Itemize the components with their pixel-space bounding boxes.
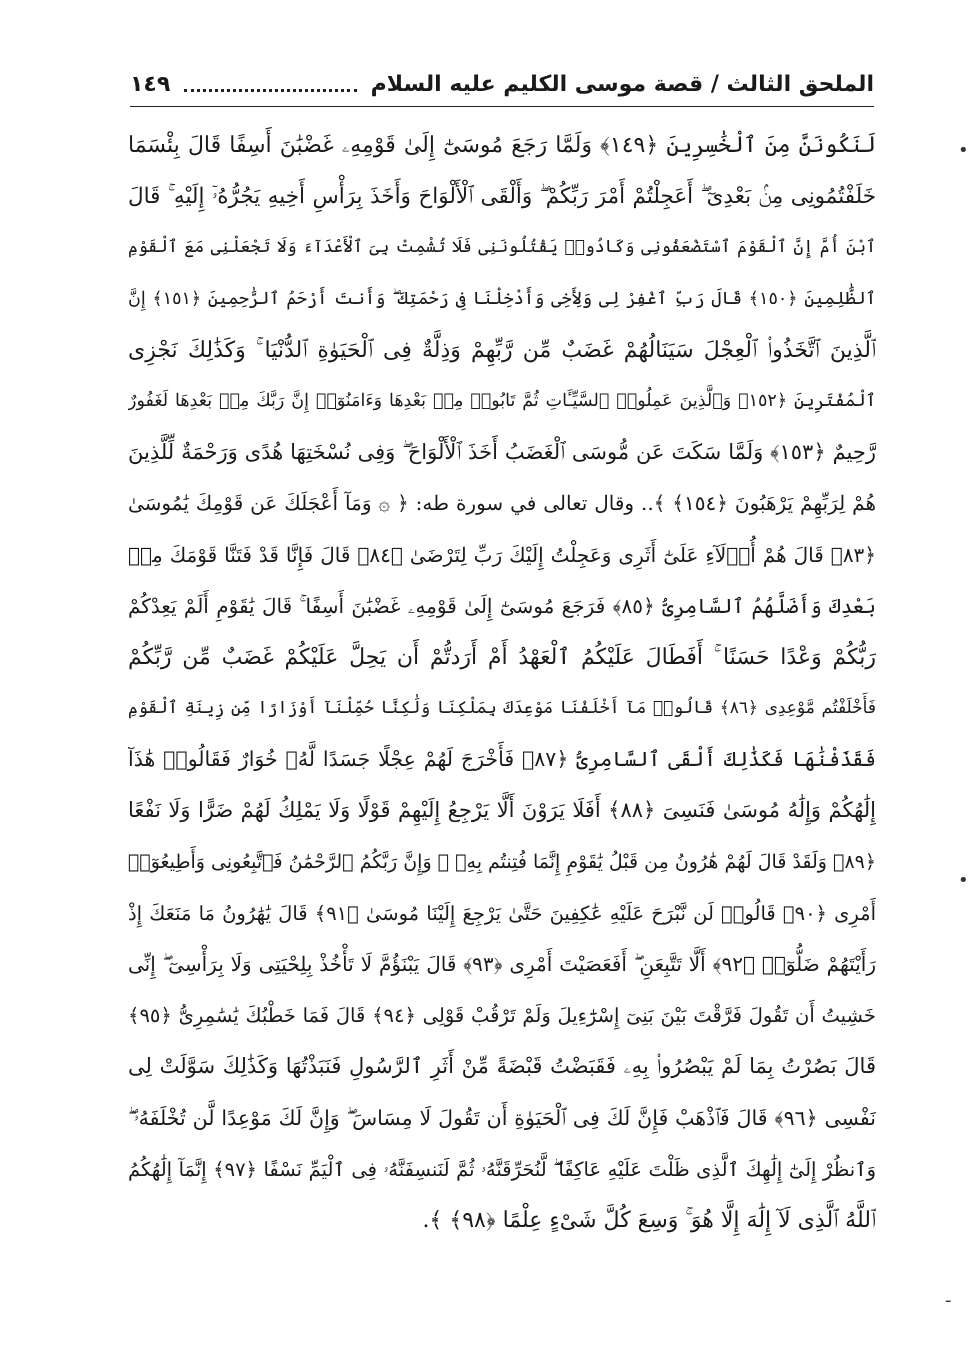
- text-line: ٱبْنَ أُمَّ إِنَّ ٱلْقَوْمَ ٱسْتَضْعَفُونِى وَكَادُوا۟ يَقْتُلُونَنِى فَلَا تُشْمِتْ بِىَ ٱلْأَعْدَآءَ وَلَا تَجْعَلْنِى مَعَ ٱلْقَوْمِ: [128, 237, 876, 258]
- text-line: وَٱنظُرْ إِلَىٰٓ إِلَٰهِكَ ٱلَّذِى ظَلْتَ عَلَيْهِ عَاكِفًا ۖ لَّنُحَرِّقَنَّهُۥ ثُمَّ لَنَنسِفَنَّهُۥ فِى ٱلْيَمِّ نَسْفًا ﴿٩٧﴾ إِنَّمَآ إِلَٰهُكُمُ: [128, 1157, 876, 1181]
- text-line: ٱلظَّٰلِمِينَ ﴿١٥٠﴾ قَالَ رَبِّ ٱغْفِرْ لِى وَلِأَخِى وَأَدْخِلْنَا فِى رَحْمَتِكَ ۖ وَأَنتَ أَرْحَمُ ٱلرَّٰحِمِينَ ﴿١٥١﴾ إِنَّ: [128, 288, 876, 309]
- text-line: فَقَذَفْنَٰهَا فَكَذَٰلِكَ أَلْقَى ٱلسَّامِرِىُّ ﴿٨٧﴾ فَأَخْرَجَ لَهُمْ عِجْلًا جَسَدًا لَّهُۥ خُوَارٌ فَقَالُوا۟ هَٰذَآ: [128, 747, 876, 772]
- header-title: الملحق الثالث / قصة موسى الكليم عليه السلام: [370, 71, 874, 97]
- text-line: لَنَكُونَنَّ مِنَ ٱلْخَٰسِرِينَ ﴿١٤٩﴾ وَلَمَّا رَجَعَ مُوسَىٰٓ إِلَىٰ قَوْمِهِۦ غَضْبَٰنَ أَسِفًا قَالَ بِئْسَمَا: [128, 133, 876, 158]
- text-line last-line: ٱللَّهُ ٱلَّذِى لَآ إِلَٰهَ إِلَّا هُوَ ۚ وَسِعَ كُلَّ شَىْءٍ عِلْمًا ﴿٩٨﴾ ﴾.: [422, 1207, 876, 1233]
- binding-mark-bottom: •: [958, 870, 969, 891]
- text-line: خَلَفْتُمُونِى مِنۢ بَعْدِىٓ ۖ أَعَجِلْتُمْ أَمْرَ رَبِّكُمْ ۖ وَأَلْقَى ٱلْأَلْوَاحَ وَأَخَذَ بِرَأْسِ أَخِيهِ يَجُرُّهُۥٓ إِلَيْهِ ۚ قَالَ: [128, 184, 876, 210]
- text-line: خَشِيتُ أَن تَقُولَ فَرَّقْتَ بَيْنَ بَنِىٓ إِسْرَٰٓءِيلَ وَلَمْ تَرْقُبْ قَوْلِى ﴿٩٤﴾ قَالَ فَمَا خَطْبُكَ يَٰسَٰمِرِىُّ ﴿٩٥﴾: [128, 1004, 876, 1028]
- text-line: رَّحِيمٌ ﴿١٥٣﴾ وَلَمَّا سَكَتَ عَن مُّوسَى ٱلْغَضَبُ أَخَذَ ٱلْأَلْوَاحَ ۖ وَفِى نُسْخَتِهَا هُدًى وَرَحْمَةٌ لِّلَّذِينَ: [128, 440, 876, 465]
- text-line: أَمْرِى ﴿٩٠﴾ قَالُوا۟ لَن نَّبْرَحَ عَلَيْهِ عَٰكِفِينَ حَتَّىٰ يَرْجِعَ إِلَيْنَا مُوسَىٰ ﴿٩١﴾ قَالَ يَٰهَٰرُونُ مَا مَنَعَكَ إِذْ: [128, 901, 876, 925]
- body-text: [128, 120, 876, 1246]
- binding-mark-top: •: [958, 140, 969, 161]
- text-line: ٱلْمُفْتَرِينَ ﴿١٥٢﴾ وَٱلَّذِينَ عَمِلُوا۟ ٱلسَّيِّـَٔاتِ ثُمَّ تَابُوا۟ مِنۢ بَعْدِهَا وَءَامَنُوٓا۟ إِنَّ رَبَّكَ مِنۢ بَعْدِهَا لَغَفُورٌ: [128, 390, 876, 411]
- text-line: ﴿٨٩﴾ وَلَقَدْ قَالَ لَهُمْ هَٰرُونُ مِن قَبْلُ يَٰقَوْمِ إِنَّمَا فُتِنتُم بِهِۦ ۖ وَإِنَّ رَبَّكُمُ ٱلرَّحْمَٰنُ فَٱتَّبِعُونِى وَأَطِيعُوٓا۟: [128, 850, 876, 873]
- text-line: رَبُّكُمْ وَعْدًا حَسَنًا ۚ أَفَطَالَ عَلَيْكُمُ ٱلْعَهْدُ أَمْ أَرَدتُّمْ أَن يَحِلَّ عَلَيْكُمْ غَضَبٌ مِّن رَّبِّكُمْ: [128, 644, 876, 670]
- text-line: إِلَٰهُكُمْ وَإِلَٰهُ مُوسَىٰ فَنَسِىَ ﴿٨٨﴾ أَفَلَا يَرَوْنَ أَلَّا يَرْجِعُ إِلَيْهِمْ قَوْلًا وَلَا يَمْلِكُ لَهُمْ ضَرًّا وَلَا نَفْعًا: [128, 798, 876, 823]
- text-line: ﴿٨٣﴾ قَالَ هُمْ أُو۟لَآءِ عَلَىٰٓ أَثَرِى وَعَجِلْتُ إِلَيْكَ رَبِّ لِتَرْضَىٰ ﴿٨٤﴾ قَالَ فَإِنَّا قَدْ فَتَنَّا قَوْمَكَ مِنۢ: [128, 542, 876, 567]
- running-header: [130, 62, 874, 107]
- text-line: فَأَخْلَفْتُم مَّوْعِدِى ﴿٨٦﴾ قَالُوا۟ مَآ أَخْلَفْنَا مَوْعِدَكَ بِمَلْكِنَا وَلَٰكِنَّا حُمِّلْنَآ أَوْزَارًا مِّن زِينَةِ ٱلْقَوْمِ: [128, 698, 876, 719]
- text-line: رَأَيْتَهُمْ ضَلُّوٓا۟ ﴿٩٢﴾ أَلَّا تَتَّبِعَنِ ۖ أَفَعَصَيْتَ أَمْرِى ﴿٩٣﴾ قَالَ يَبْنَؤُمَّ لَا تَأْخُذْ بِلِحْيَتِى وَلَا بِرَأْسِىٓ ۖ إِنِّى: [128, 952, 876, 976]
- header-dotted-leader: [184, 89, 356, 92]
- text-line: ٱلَّذِينَ ٱتَّخَذُوا۟ ٱلْعِجْلَ سَيَنَالُهُمْ غَضَبٌ مِّن رَّبِّهِمْ وَذِلَّةٌ فِى ٱلْحَيَوٰةِ ٱلدُّنْيَا ۚ وَكَذَٰلِكَ نَجْزِى: [128, 337, 876, 363]
- text-line: قَالَ بَصُرْتُ بِمَا لَمْ يَبْصُرُوا۟ بِهِۦ فَقَبَضْتُ قَبْضَةً مِّنْ أَثَرِ ٱلرَّسُولِ فَنَبَذْتُهَا وَكَذَٰلِكَ سَوَّلَتْ لِى: [128, 1054, 876, 1079]
- page-number: ١٤٩: [130, 71, 171, 97]
- text-line: نَفْسِى ﴿٩٦﴾ قَالَ فَٱذْهَبْ فَإِنَّ لَكَ فِى ٱلْحَيَوٰةِ أَن تَقُولَ لَا مِسَاسَ ۖ وَإِنَّ لَكَ مَوْعِدًا لَّن تُخْلَفَهُۥ ۖ: [128, 1105, 876, 1130]
- binding-mark-footer: -: [945, 1290, 952, 1311]
- text-line: بَعْدِكَ وَأَضَلَّهُمُ ٱلسَّامِرِىُّ ﴿٨٥﴾ فَرَجَعَ مُوسَىٰٓ إِلَىٰ قَوْمِهِۦ غَضْبَٰنَ أَسِفًا ۚ قَالَ يَٰقَوْمِ أَلَمْ يَعِدْكُمْ: [128, 593, 876, 618]
- text-line: هُمْ لِرَبِّهِمْ يَرْهَبُونَ ﴿١٥٤﴾ ﴾.. وقال تعالى في سورة طه: ﴿ ۞ وَمَآ أَعْجَلَكَ عَن قَوْمِكَ يَٰمُوسَىٰ: [128, 491, 876, 516]
